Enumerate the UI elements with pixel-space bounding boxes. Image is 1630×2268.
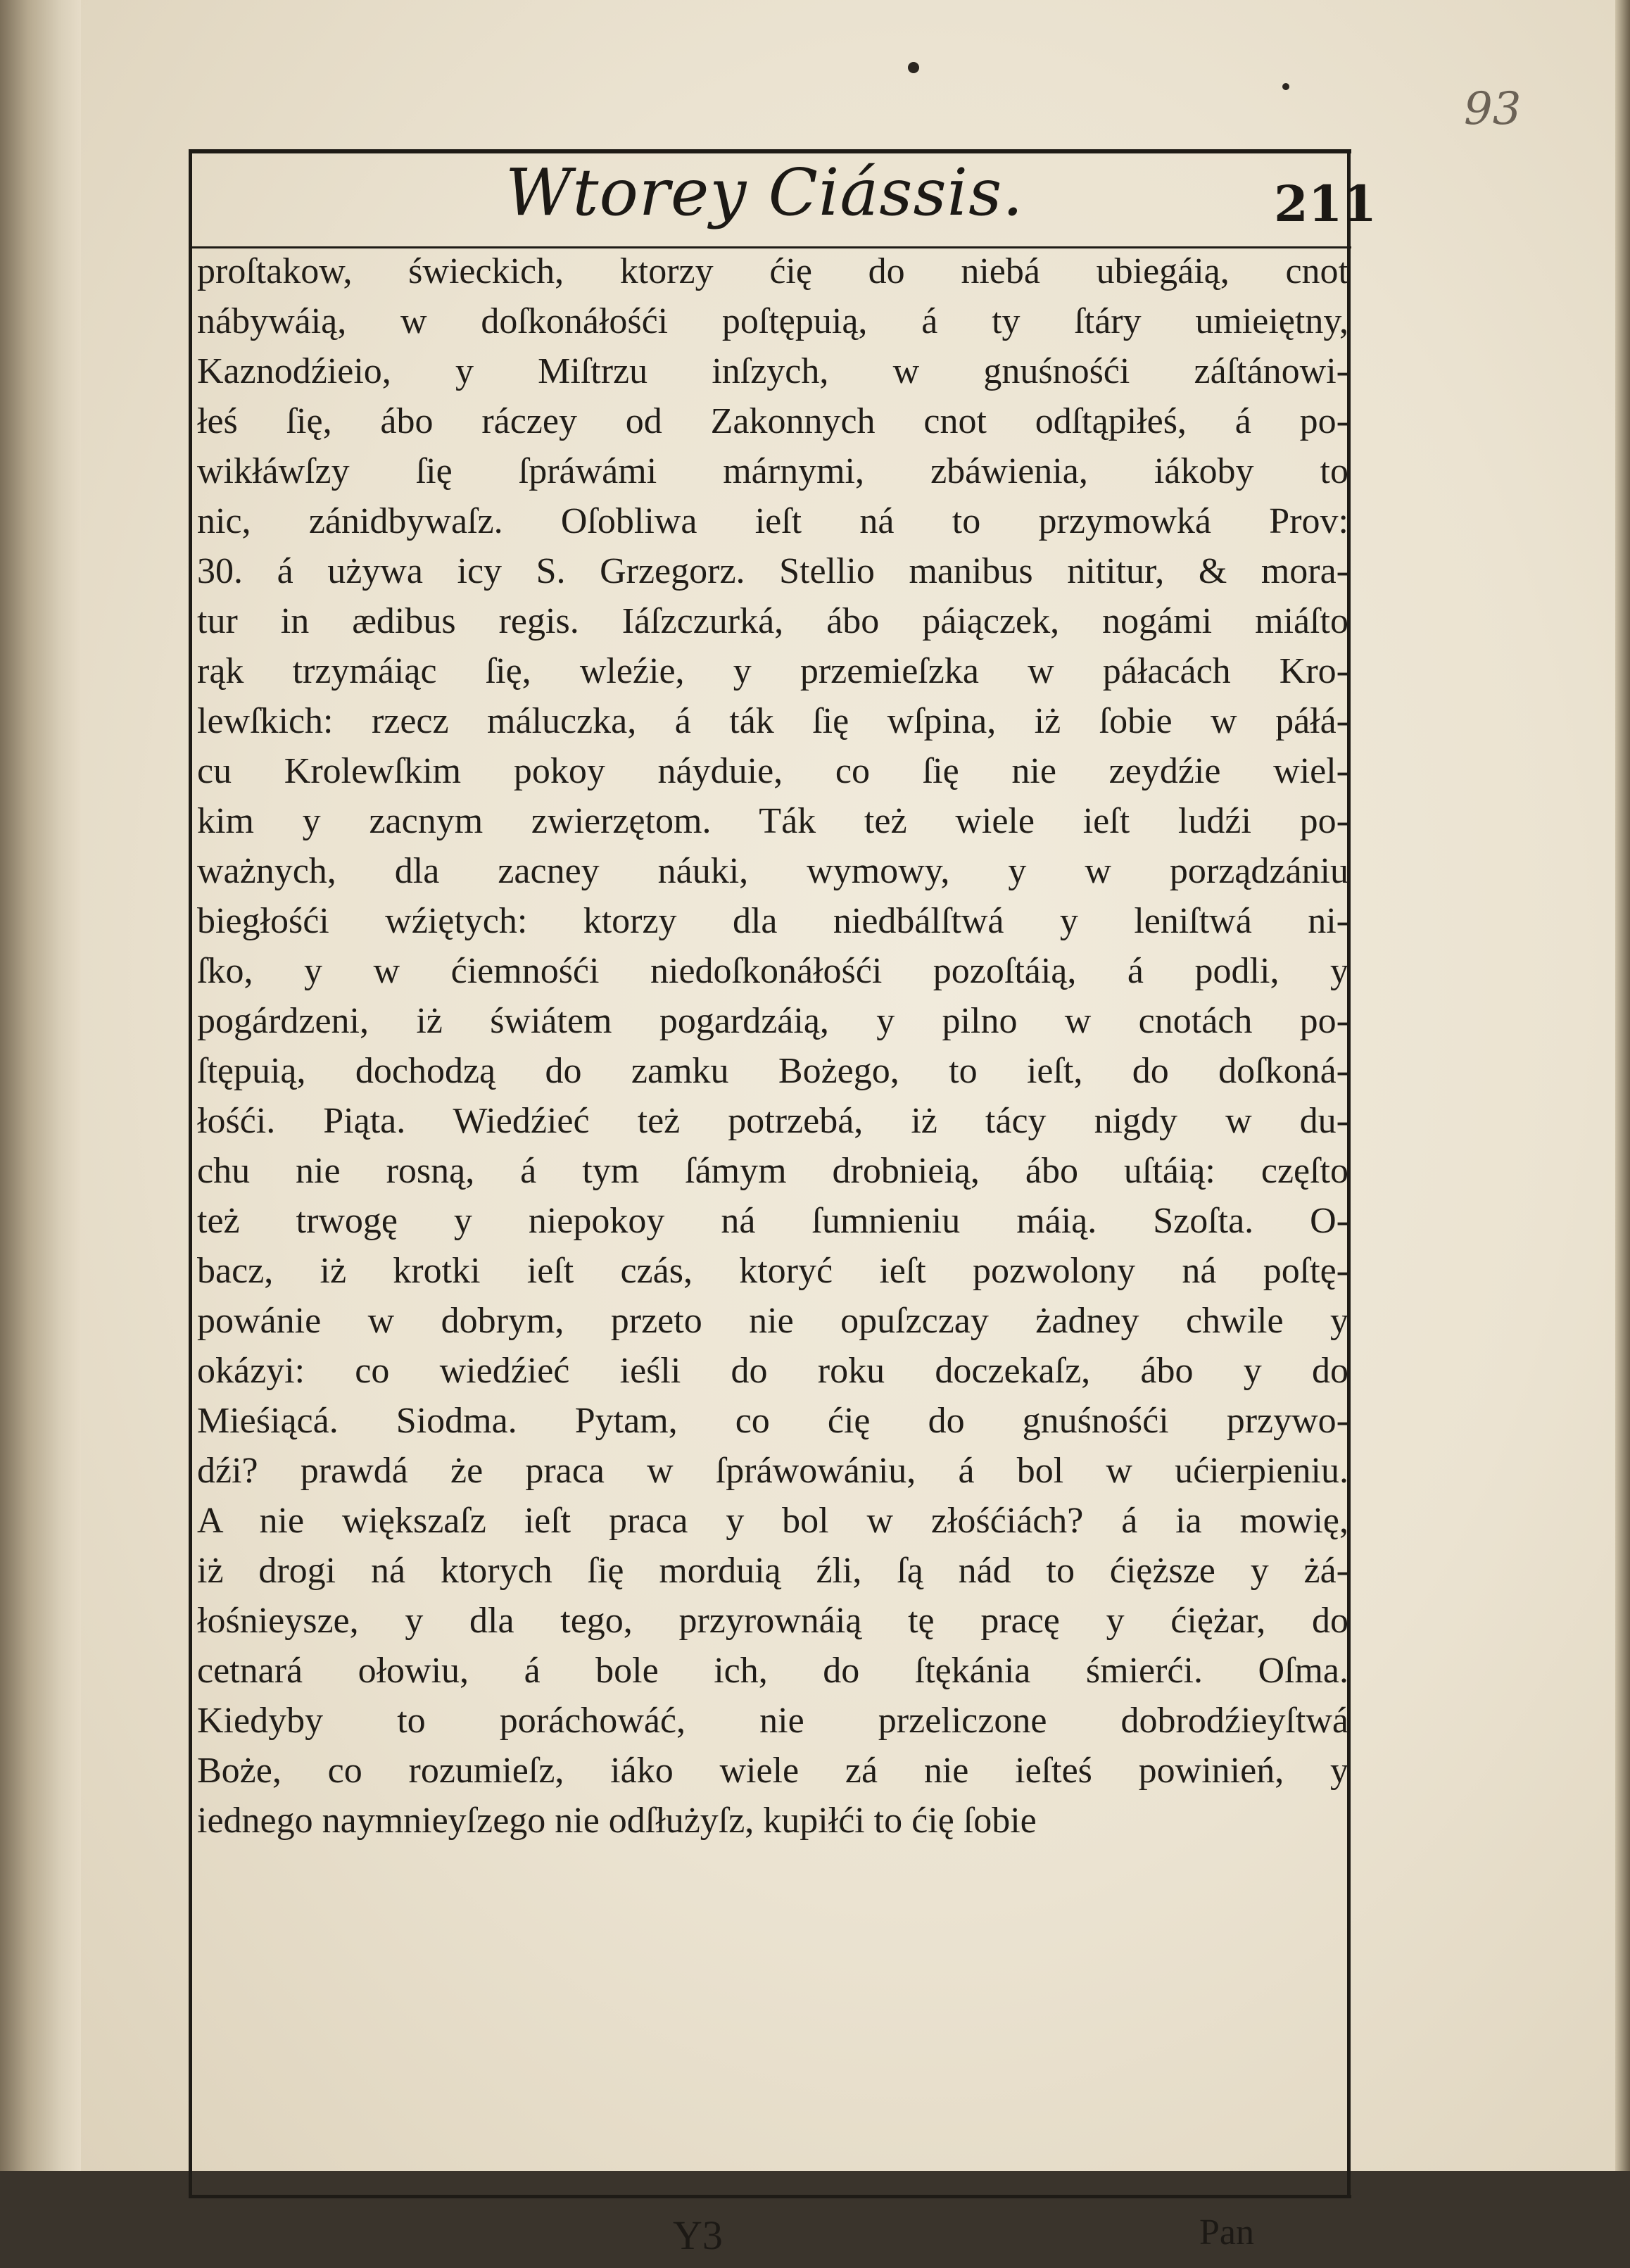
text-line: nic, zánidbywaſz. Oſobliwa ieſt ná to przymowká Prov: — [197, 501, 1348, 541]
printed-text-frame — [189, 149, 1377, 2258]
ink-spot — [1282, 83, 1289, 90]
ink-spot — [908, 62, 919, 73]
text-line: nábywáią, w doſkonáłośći poſtępuią, á ty ſtáry umieiętny, — [197, 301, 1348, 341]
bottom-border-rule — [189, 2195, 1351, 2198]
text-line: biegłośći wźiętych: ktorzy dla niedbálſtwá y leniſtwá ni- — [197, 901, 1348, 941]
running-title: Wtorey Ciássis. — [505, 155, 1024, 230]
text-line: powánie w dobrym, przeto nie opuſzczay żadney chwile y — [197, 1301, 1348, 1341]
text-line: proſtakow, świeckich, ktorzy ćię do niebá ubiegáią, cnot — [197, 251, 1348, 291]
text-line: kim y zacnym zwierzętom. Ták też wiele ieſt ludźi po- — [197, 801, 1348, 841]
text-line: dźi? prawdá że praca w ſpráwowániu, á bol w ućierpieniu. — [197, 1451, 1348, 1491]
text-line: łeś ſię, ábo ráczey od Zakonnych cnot odſtąpiłeś, á po- — [197, 401, 1348, 441]
text-line: Mieśiącá. Siodma. Pytam, co ćię do gnuśnośći przywo- — [197, 1401, 1348, 1441]
page-footer — [189, 2212, 1350, 2268]
book-gutter — [0, 0, 81, 2171]
text-line: 30. á używa icy S. Grzegorz. Stellio manibus nititur, & mora- — [197, 551, 1348, 591]
page-fore-edge — [1615, 0, 1630, 2171]
text-line: rąk trzymáiąc ſię, wleźie, y przemieſzka w páłacách Kro- — [197, 651, 1348, 691]
text-line: ważnych, dla zacney náuki, wymowy, y w porządzániu — [197, 851, 1348, 891]
text-line: chu nie rosną, á tym ſámym drobnieią, ábo uſtáią: częſto — [197, 1151, 1348, 1191]
text-line: wikłáwſzy ſię ſpráwámi márnymi, zbáwienia, iákoby to — [197, 451, 1348, 491]
text-line: iż drogi ná ktorych ſię morduią źli, ſą nád to ćięższe y żá- — [197, 1551, 1348, 1591]
signature-mark: Y3 — [673, 2212, 723, 2258]
text-line: też trwogę y niepokoy ná ſumnieniu máią. Szoſta. O- — [197, 1201, 1348, 1241]
text-line: tur in ædibus regis. Iáſzczurká, ábo páiączek, nogámi miáſto — [197, 601, 1348, 641]
running-header — [189, 149, 1377, 255]
text-line: łośnieysze, y dla tego, przyrownáią tę pracę y ćiężar, do — [197, 1601, 1348, 1641]
manuscript-folio-number: 93 — [1464, 83, 1522, 135]
text-line: okázyi: co wiedźieć ieśli do roku doczekaſz, ábo y do — [197, 1351, 1348, 1391]
text-line: bacz, iż krotki ieſt czás, ktoryć ieſt pozwolony ná poſtę- — [197, 1251, 1348, 1291]
text-line: pogárdzeni, iż świátem pogardzáią, y pilno w cnotách po- — [197, 1001, 1348, 1041]
text-line: A nie większaſz ieſt praca y bol w złośćiách? á ia mowię, — [197, 1501, 1348, 1541]
text-line: łośći. Piąta. Wiedźieć też potrzebá, iż tácy nigdy w du- — [197, 1101, 1348, 1141]
text-line: lewſkich: rzecz máluczka, á ták ſię wſpina, iż ſobie w páłá- — [197, 701, 1348, 741]
left-border-rule — [189, 149, 192, 2198]
catchword: Pan — [1199, 2212, 1254, 2253]
text-line: ſko, y w ćiemnośći niedoſkonáłośći pozoſtáią, á podli, y — [197, 951, 1348, 991]
text-line: Kiedyby to poráchowáć, nie przeliczone dobrodźieyſtwá — [197, 1701, 1348, 1741]
text-line: iednego naymnieyſzego nie odſłużyſz, kupiłći to ćię ſobie — [197, 1801, 1037, 1841]
text-line: Boże, co rozumieſz, iáko wiele zá nie ieſteś powinień, y — [197, 1751, 1348, 1791]
body-text — [197, 246, 1348, 1846]
text-line: ſtępuią, dochodzą do zamku Bożego, to ieſt, do doſkoná- — [197, 1051, 1348, 1091]
text-line: cu Krolewſkim pokoy náyduie, co ſię nie zeydźie wiel- — [197, 751, 1348, 791]
text-line: cetnará ołowiu, á bole ich, do ſtękánia śmierći. Oſma. — [197, 1651, 1348, 1691]
text-line: Kaznodźieio, y Miſtrzu inſzych, w gnuśnośći záſtánowi- — [197, 351, 1348, 391]
page-number: 211 — [1274, 175, 1377, 233]
